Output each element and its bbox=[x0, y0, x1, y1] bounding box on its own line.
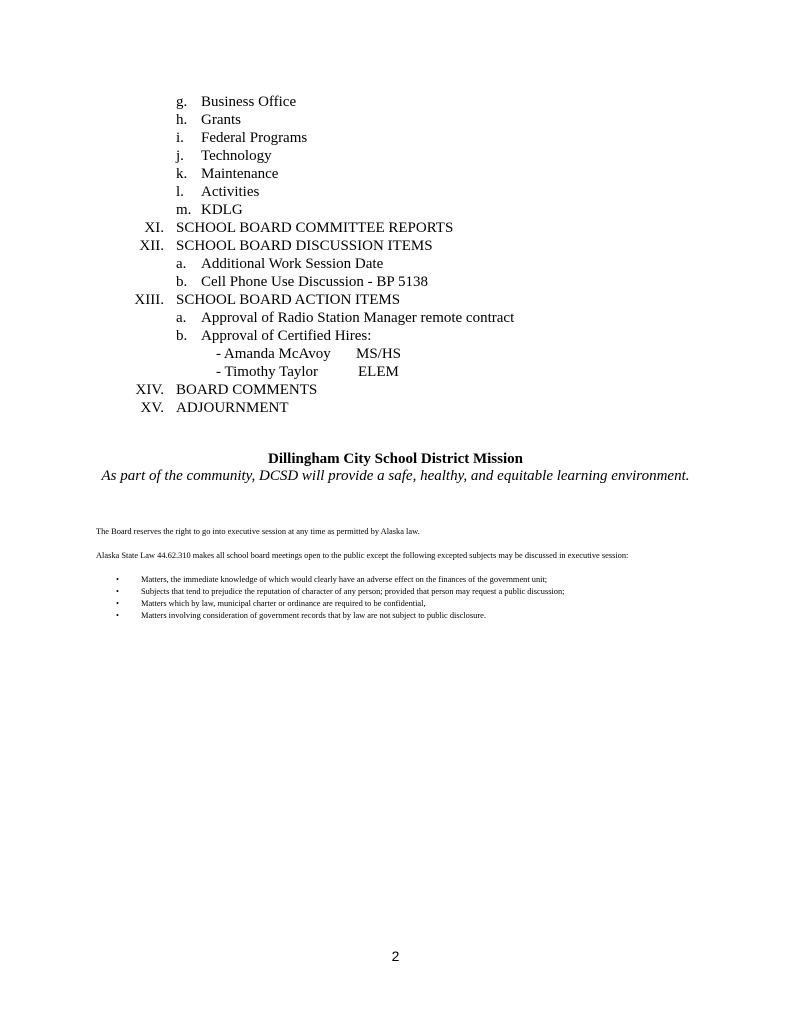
hire-position: ELEM bbox=[358, 364, 399, 380]
item-text: Business Office bbox=[201, 94, 297, 110]
hire-name: - Amanda McAvoy bbox=[216, 346, 331, 362]
section-numeral: XIV. bbox=[135, 382, 164, 398]
item-text: Cell Phone Use Discussion - BP 5138 bbox=[201, 274, 428, 290]
section-numeral: XV. bbox=[140, 400, 164, 416]
item-text: Approval of Radio Station Manager remote contract bbox=[201, 310, 515, 326]
item-text: Technology bbox=[201, 148, 272, 164]
section-numeral: XI. bbox=[144, 220, 164, 236]
list-item: Subjects that tend to prejudice the reputation of character of any person; provided that person may request a public discussion; bbox=[141, 587, 565, 596]
item-marker: k. bbox=[176, 166, 188, 182]
executive-session-notice: The Board reserves the right to go into executive session at any time as permitted by Alaska law. bbox=[96, 527, 420, 536]
item-text: KDLG bbox=[201, 202, 243, 218]
item-text: Approval of Certified Hires: bbox=[201, 328, 372, 344]
section-numeral: XII. bbox=[139, 238, 164, 254]
bullet-icon: • bbox=[116, 599, 119, 608]
list-item: Matters involving consideration of government records that by law are not subject to public disclosure. bbox=[141, 611, 486, 620]
page-number: 2 bbox=[391, 948, 400, 964]
item-marker: j. bbox=[176, 148, 184, 164]
section-title: ADJOURNMENT bbox=[176, 400, 289, 416]
section-title: SCHOOL BOARD COMMITTEE REPORTS bbox=[176, 220, 454, 236]
item-marker: b. bbox=[176, 328, 188, 344]
item-marker: l. bbox=[176, 184, 184, 200]
alaska-law-intro: Alaska State Law 44.62.310 makes all school board meetings open to the public except the following excepted subjects may be discussed in executive session: bbox=[96, 551, 629, 560]
bullet-icon: • bbox=[116, 611, 119, 620]
item-marker: a. bbox=[176, 310, 187, 326]
bullet-icon: • bbox=[116, 575, 119, 584]
section-numeral: XIII. bbox=[134, 292, 164, 308]
item-marker: m. bbox=[176, 202, 192, 218]
item-text: Grants bbox=[201, 112, 241, 128]
bullet-icon: • bbox=[116, 587, 119, 596]
item-marker: a. bbox=[176, 256, 187, 272]
item-marker: b. bbox=[176, 274, 188, 290]
item-text: Federal Programs bbox=[201, 130, 308, 146]
item-marker: i. bbox=[176, 130, 184, 146]
list-item: Matters which by law, municipal charter or ordinance are required to be confidential, bbox=[141, 599, 426, 608]
item-text: Additional Work Session Date bbox=[201, 256, 384, 272]
item-marker: h. bbox=[176, 112, 188, 128]
item-text: Maintenance bbox=[201, 166, 279, 182]
section-title: BOARD COMMENTS bbox=[176, 382, 318, 398]
section-title: SCHOOL BOARD DISCUSSION ITEMS bbox=[176, 238, 433, 254]
section-title: SCHOOL BOARD ACTION ITEMS bbox=[176, 292, 401, 308]
mission-title: Dillingham City School District Mission bbox=[267, 451, 523, 467]
hire-position: MS/HS bbox=[356, 346, 402, 362]
item-text: Activities bbox=[201, 184, 260, 200]
mission-statement: As part of the community, DCSD will provide a safe, healthy, and equitable learning environment. bbox=[101, 468, 690, 484]
list-item: Matters, the immediate knowledge of which would clearly have an adverse effect on the finances of the government unit; bbox=[141, 575, 548, 584]
hire-name: - Timothy Taylor bbox=[216, 364, 319, 380]
item-marker: g. bbox=[176, 94, 188, 110]
